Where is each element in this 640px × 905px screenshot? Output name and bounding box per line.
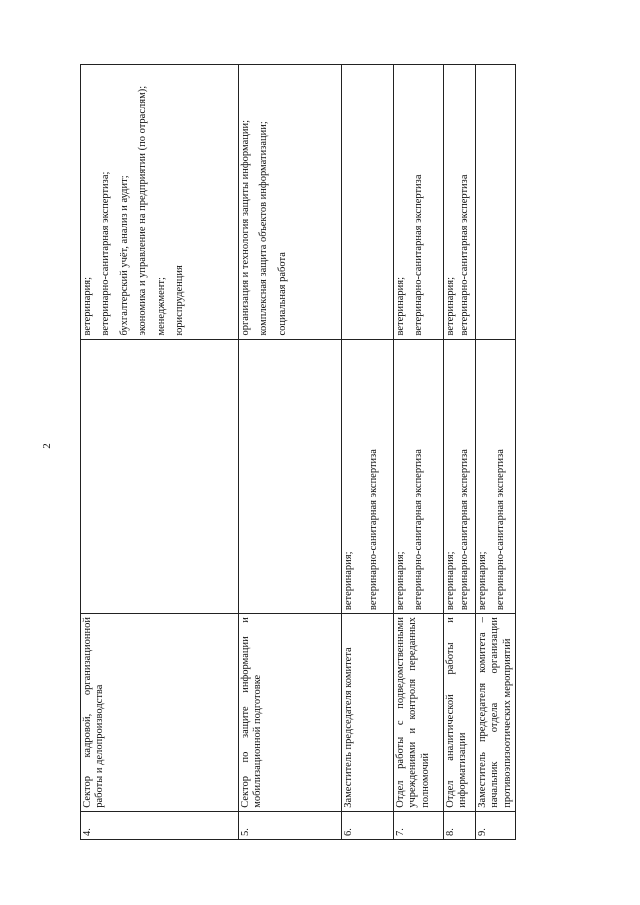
department-name: Заместитель председателя комитета [342,614,394,812]
row-number: 4. [81,811,239,839]
qualification-table [80,64,516,840]
specialty-item: ветеринарно-санитарная экспертиза [413,449,425,611]
specialty-cell [239,339,342,614]
table-row [239,65,342,840]
specialty-item: организация и технология защиты информации; [240,119,251,336]
department-name: Отдел работы с подведомственными учреждениями и контроля переданных полномочий [394,614,444,812]
specialty-item: юриспруденция [173,265,185,336]
specialty-cell [444,339,476,614]
specialty-item: ветеринария; [476,551,488,611]
specialty-item: ветеринарно-санитарная экспертиза [459,174,471,336]
specialty-item: менеджмент; [155,277,167,336]
specialty-item: ветеринарно-санитарная экспертиза [413,174,425,336]
table-row [81,65,239,840]
specialty-item: ветеринария; [445,276,456,336]
specialty-item: ветеринарно-санитарная экспертиза [495,449,507,611]
specialty-item: ветеринария; [395,276,406,336]
department-name: Сектор по защите информации и мобилизационной подготовке [239,614,342,812]
row-number: 7. [394,811,444,839]
specialty-item: ветеринарно-санитарная экспертиза; [100,171,112,336]
specialty-cell [342,65,394,340]
department-name: Заместитель председателя комитета – начальник отдела организации противоэпизоотических мероприятий [475,614,515,812]
table-row [342,65,394,840]
row-number: 8. [444,811,476,839]
specialty-item: ветеринарно-санитарная экспертиза [368,449,380,611]
row-number: 5. [239,811,342,839]
specialty-item: экономика и управление на предприятии (по отраслям); [137,85,149,336]
specialty-item: ветеринария; [445,551,456,611]
specialty-cell [81,65,239,340]
row-number: 9. [475,811,515,839]
specialty-cell [444,65,476,340]
specialty-item: ветеринарно-санитарная экспертиза [459,449,471,611]
specialty-cell [239,65,342,340]
table-inner [80,64,513,840]
specialty-cell [394,65,444,340]
department-name: Сектор кадровой, организационной работы и делопроизводства [81,614,239,812]
specialty-item: социальная работа [276,252,288,336]
specialty-cell [475,339,515,614]
row-number: 6. [342,811,394,839]
department-name: Отдел аналитической работы и информатизации [444,614,476,812]
table-row [444,65,476,840]
specialty-item: комплексная защита объектов информатизации; [258,121,270,336]
specialty-item: ветеринария; [82,276,93,336]
specialty-cell [475,65,515,340]
specialty-item: ветеринария; [395,551,406,611]
table-row [394,65,444,840]
table-row [475,65,515,840]
specialty-item: бухгалтерский учёт, анализ и аудит; [118,175,130,336]
specialty-cell [394,339,444,614]
rotated-table-container [80,64,513,840]
specialty-cell [81,339,239,614]
page-number: 2 [40,443,53,449]
specialty-item: ветеринария; [343,551,354,611]
specialty-cell [342,339,394,614]
